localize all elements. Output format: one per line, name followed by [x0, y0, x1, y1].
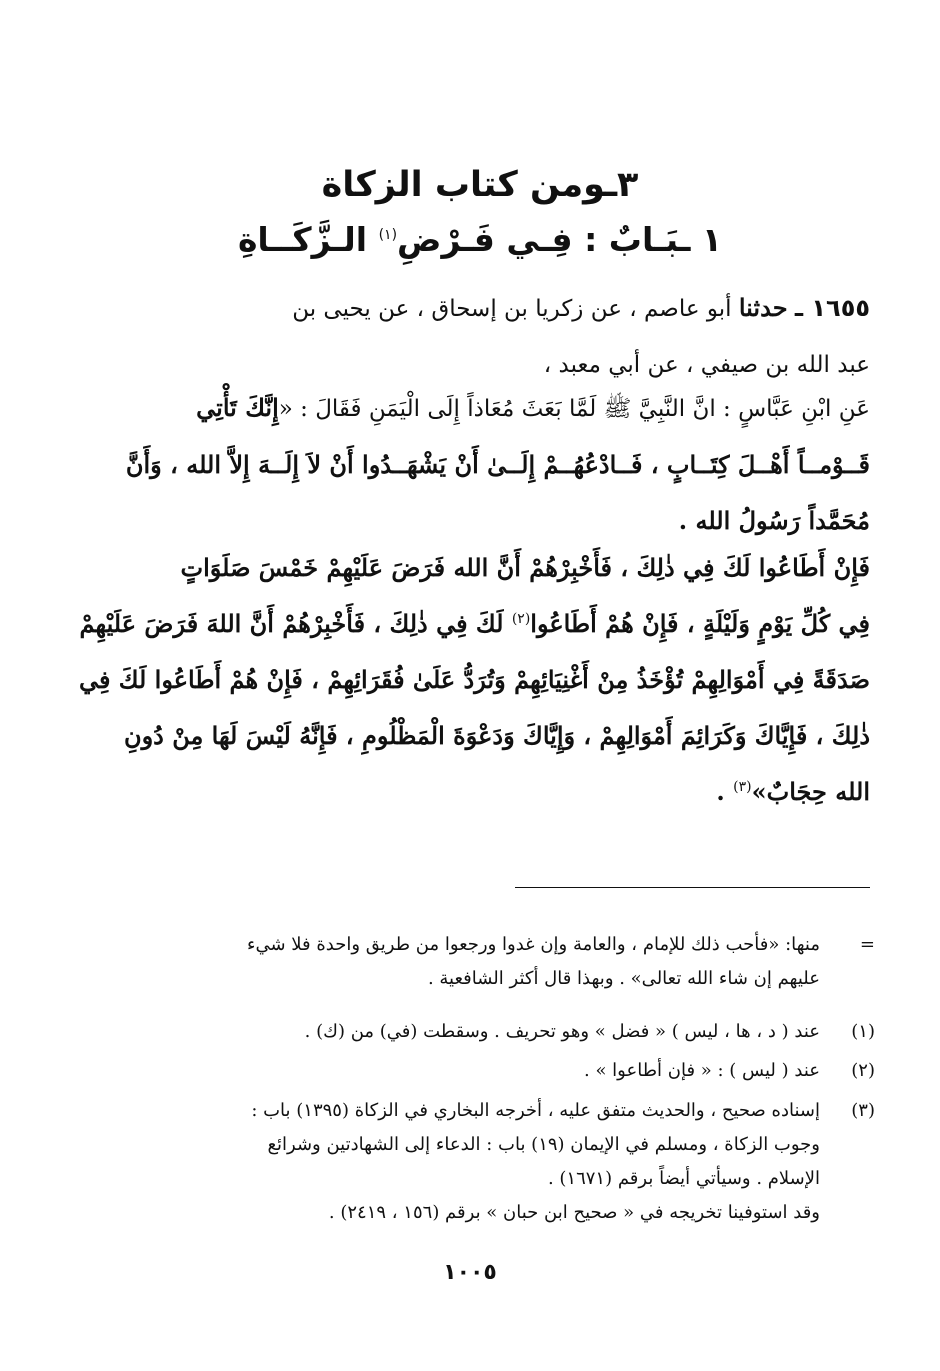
matn2-line-2 [79, 596, 870, 652]
footnote-3-body [95, 1094, 820, 1230]
footnote-marker-2[interactable]: (٢) [511, 611, 531, 627]
matn2-line-5-text: الله حِجَابٌ» [751, 777, 870, 806]
continuation-body [95, 928, 820, 996]
matn2-line-2-a: فِي كُلِّ يَوْمٍ وَلَيْلَةٍ ، فَإِنْ هُمْ أَطَاعُوا [530, 609, 870, 638]
footnote-2-body [95, 1054, 820, 1088]
footnote-2-line-1: عند ( ليس ) : « فإن أطاعوا » . [584, 1060, 820, 1081]
hadith-matn-part-2 [78, 540, 870, 820]
footnote-2 [95, 1054, 875, 1088]
footnote-3-line-4: وقد استوفينا تخريجه في « صحيح ابن حبان » برقم (١٥٦ ، ٢٤١٩) . [328, 1202, 820, 1223]
chapter-title-wrap [90, 220, 870, 259]
footnote-3-line-1: إسناده صحيح ، والحديث متفق عليه ، أخرجه البخاري في الزكاة (١٣٩٥) باب : [251, 1100, 820, 1121]
chapter-title-end: الـزَّكَــاةِ [237, 220, 379, 259]
footnote-1-mark: (١) [851, 1021, 875, 1042]
hadith-matn-part-1 [95, 380, 870, 549]
isnad-line-1-rest: أبو عاصم ، عن زكريا بن إسحاق ، عن يحيى بن [292, 296, 739, 322]
footnote-2-mark: (٢) [851, 1060, 875, 1081]
hadith-isnad [95, 280, 870, 393]
hadith-number: ١٦٥٥ ـ [794, 294, 870, 322]
footnote-divider [515, 887, 870, 888]
continuation-mark: = [859, 934, 875, 955]
matn1-line-1-intro: عَنِ ابْنِ عَبَّاسٍ : انَّ النَّبِيَّ ﷺ لَمَّا بَعَثَ مُعَاذاً إِلَى الْيَمَنِ فَقَالَ : « [278, 396, 870, 422]
footnote-1-body [95, 1015, 820, 1049]
footnote-3-mark: (٣) [851, 1100, 875, 1121]
matn2-line-4: ذٰلِكَ ، فَإِيَّاكَ وَكَرَائِمَ أَمْوَالِهِمْ ، وَإِيَّاكَ وَدَعْوَةَ الْمَظْلُومِ ، فَإِنَّهُ لَيْسَ لَهَا مِنْ دُونِ [123, 721, 870, 750]
footnote-marker-3[interactable]: (٣) [733, 779, 752, 795]
matn2-line-5 [95, 764, 870, 820]
matn2-line-2-b: لَكَ فِي ذٰلِكَ ، فَأَخْبِرْهُمْ أَنَّ اللهَ فَرَضَ عَلَيْهِمْ [79, 609, 512, 638]
footnote-continuation [95, 928, 875, 998]
chapter-title-start: ١ ـبَـابٌ : فِـي فَـرْضِ [397, 220, 723, 259]
matn2-line-5-end: . [716, 777, 734, 806]
footnote-3-line-2: وجوب الزكاة ، ومسلم في الإيمان (١٩) باب : الدعاء إلى الشهادتين وشرائع [267, 1134, 820, 1155]
continuation-line-1: منها: «فأحب ذلك للإمام ، والعامة وإن غدوا ورجعوا من طريق واحدة فلا شيء [247, 934, 820, 955]
isnad-line-1 [95, 280, 870, 337]
footnote-3 [95, 1094, 875, 1244]
book-title: ٣ـومن كتاب الزكاة [321, 165, 639, 205]
matn1-line-2: قَــوْمــاً أَهْــلَ كِتَــابٍ ، فَــادْعُهُــمْ إِلَــىٰ أَنْ يَشْهَــدُوا أَنْ لاَ إِلَــهَ إِلاَّ الله ، وَأَنَّ [125, 450, 870, 479]
matn1-line-1-emph: إِنَّكَ تَأْتِي [196, 393, 279, 422]
isnad-line-2: عبد الله بن صيفي ، عن أبي معبد ، [543, 352, 870, 378]
footnote-3-line-3: الإسلام . وسيأتي أيضاً برقم (١٦٧١) . [547, 1168, 820, 1189]
matn2-line-3: صَدَقَةً فِي أَمْوَالِهِمْ تُؤْخَذُ مِنْ أَغْنِيَائِهِمْ وَتُرَدُّ عَلَىٰ فُقَرَائِهِمْ ، فَإِنْ هُمْ أَطَاعُوا لَكَ فِي [78, 665, 870, 694]
chapter-footnote-marker[interactable]: (١) [378, 227, 398, 243]
matn1-line-3: مُحَمَّداً رَسُولُ الله . [678, 506, 870, 535]
footnote-1 [95, 1015, 875, 1049]
matn2-line-1: فَإِنْ أَطَاعُوا لَكَ فِي ذٰلِكَ ، فَأَخْبِرْهُمْ أَنَّ الله فَرَضَ عَلَيْهِمْ خَمْسَ صَلَوَاتٍ [180, 553, 870, 582]
footnote-1-line-1: عند ( د ، ها ، ليس ) « فضل » وهو تحريف . وسقطت (في) من (ك) . [304, 1021, 820, 1042]
page-number: ١٠٠٥ [443, 1260, 497, 1285]
matn1-line-1 [95, 380, 870, 437]
isnad-lead: حدثنا [738, 293, 788, 322]
continuation-line-2: عليهم إن شاء الله تعالى» . وبهذا قال أكثر الشافعية . [427, 968, 820, 989]
